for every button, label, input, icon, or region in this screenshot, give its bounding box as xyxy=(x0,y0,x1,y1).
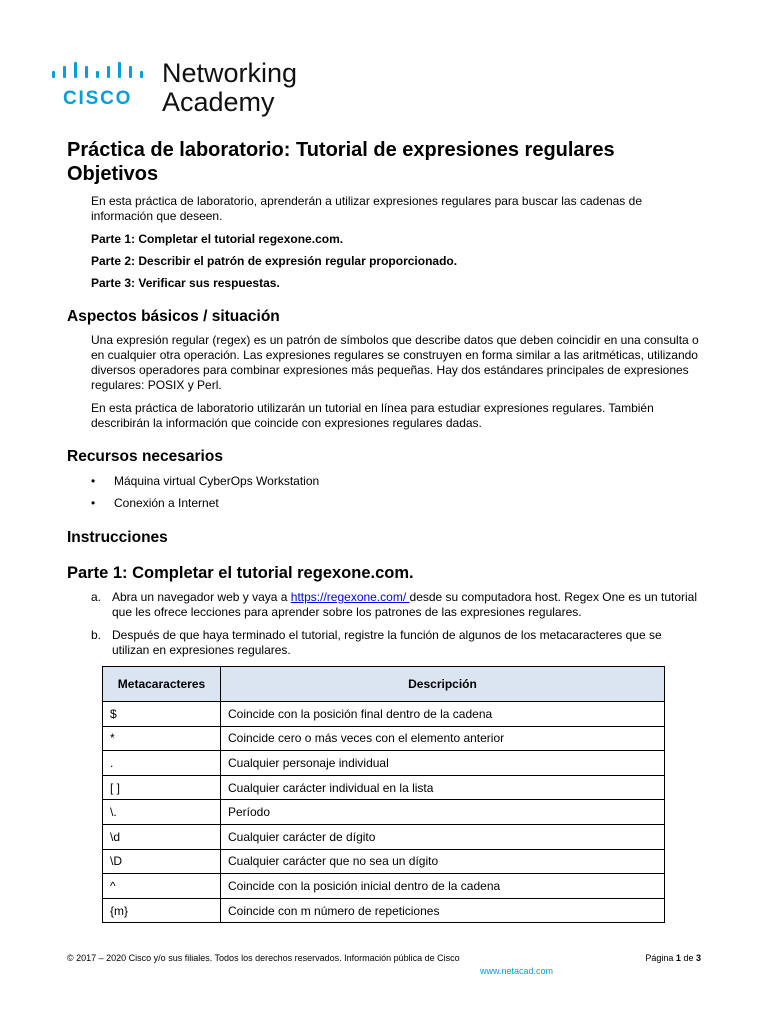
page-total: 3 xyxy=(695,953,701,963)
background-heading: Aspectos básicos / situación xyxy=(67,308,280,325)
metacharacters-table xyxy=(102,666,665,923)
footer-url[interactable]: www.netacad.com xyxy=(480,966,554,976)
page-of: de xyxy=(683,953,694,963)
title-line: Práctica de laboratorio: Tutorial de expresiones regulares xyxy=(67,139,615,161)
description-cell: Coincide con m número de repeticiones xyxy=(221,898,665,923)
step-b-text: Después de que haya terminado el tutorial, registre la función de algunos de los metacaracteres que se utilizan en expresiones regulares. xyxy=(112,628,662,657)
table-row xyxy=(103,702,665,727)
regexone-link[interactable]: https://regexone.com/ xyxy=(290,590,410,604)
step-a-label: a. xyxy=(91,590,102,604)
description-cell: Cualquier carácter de dígito xyxy=(221,824,665,849)
metacharacter-cell: \D xyxy=(103,849,221,874)
intro-paragraph: En esta práctica de laboratorio, aprenderán a utilizar expresiones regulares para buscar las cadenas de información que deseen. xyxy=(91,194,642,223)
page-title xyxy=(67,138,615,186)
header-metacharacters: Metacaracteres xyxy=(103,667,221,702)
step-b-label: b. xyxy=(91,628,102,642)
description-cell: Coincide cero o más veces con el elemento anterior xyxy=(221,726,665,751)
background-paragraph-2: En esta práctica de laboratorio utilizarán un tutorial en línea para estudiar expresiones regulares. También describirán la información que coincide con expresiones regulares dadas. xyxy=(91,401,654,430)
metacharacter-cell: [ ] xyxy=(103,775,221,800)
metacharacter-cell: . xyxy=(103,751,221,776)
description-cell: Cualquier carácter individual en la lista xyxy=(221,775,665,800)
table-row xyxy=(103,874,665,899)
logo-networking: Networking xyxy=(162,58,298,88)
objectives-heading: Objetivos xyxy=(67,163,159,185)
page-number xyxy=(645,953,701,963)
table-row xyxy=(103,849,665,874)
table-header-row xyxy=(103,667,665,702)
cisco-networking-academy-logo xyxy=(52,58,312,118)
description-cell: Coincide con la posición final dentro de la cadena xyxy=(221,702,665,727)
description-cell: Cualquier personaje individual xyxy=(221,751,665,776)
page-current: 1 xyxy=(675,953,681,963)
description-cell: Cualquier carácter que no sea un dígito xyxy=(221,849,665,874)
metacharacter-cell: \. xyxy=(103,800,221,825)
objective-part-2: Parte 2: Describir el patrón de expresión regular proporcionado. xyxy=(91,254,458,268)
table-row xyxy=(103,800,665,825)
table-row xyxy=(103,751,665,776)
step-a-pre: Abra un navegador web y vaya a xyxy=(112,590,291,604)
step-a-post: desde su computadora host. Regex One es un tutorial que les ofrece lecciones para aprender sobre los patrones de las expresiones regulares. xyxy=(112,590,698,619)
description-cell: Período xyxy=(221,800,665,825)
footer-copyright: © 2017 – 2020 Cisco y/o sus filiales. Todos los derechos reservados. Información pública de Cisco xyxy=(67,953,460,963)
metacharacter-cell: $ xyxy=(103,702,221,727)
instructions-heading: Instrucciones xyxy=(67,529,168,546)
cisco-wordmark: CISCO xyxy=(63,88,133,109)
metacharacter-cell: {m} xyxy=(103,898,221,923)
cisco-bars-icon xyxy=(52,62,148,78)
objective-part-1: Parte 1: Completar el tutorial regexone.com. xyxy=(91,232,344,246)
list-item: • Conexión a Internet xyxy=(91,496,319,518)
background-paragraph-1: Una expresión regular (regex) es un patrón de símbolos que describe datos que deben coincidir en una consulta o en cualquier otra operación. Las expresiones regulares se construyen en forma similar a las aritméticas, utilizando diversos operadores para combinar expresiones más pequeñas. Hay dos estándares principales de expresiones regulares: POSIX y Perl. xyxy=(91,333,699,392)
table-row xyxy=(103,775,665,800)
table-row xyxy=(103,824,665,849)
page-label: Página xyxy=(645,953,674,963)
description-cell: Coincide con la posición inicial dentro de la cadena xyxy=(221,874,665,899)
list-item: • Máquina virtual CyberOps Workstation xyxy=(91,474,319,496)
table-row xyxy=(103,898,665,923)
metacharacter-cell: ^ xyxy=(103,874,221,899)
metacharacter-cell: * xyxy=(103,726,221,751)
table-row xyxy=(103,726,665,751)
metacharacter-cell: \d xyxy=(103,824,221,849)
objective-part-3: Parte 3: Verificar sus respuestas. xyxy=(91,276,280,290)
step-a-text xyxy=(112,590,702,620)
resources-heading: Recursos necesarios xyxy=(67,448,223,465)
header-description: Descripción xyxy=(221,667,665,702)
logo-academy: Academy xyxy=(162,87,275,117)
part1-heading: Parte 1: Completar el tutorial regexone.com. xyxy=(67,564,414,582)
resources-list xyxy=(91,474,319,518)
